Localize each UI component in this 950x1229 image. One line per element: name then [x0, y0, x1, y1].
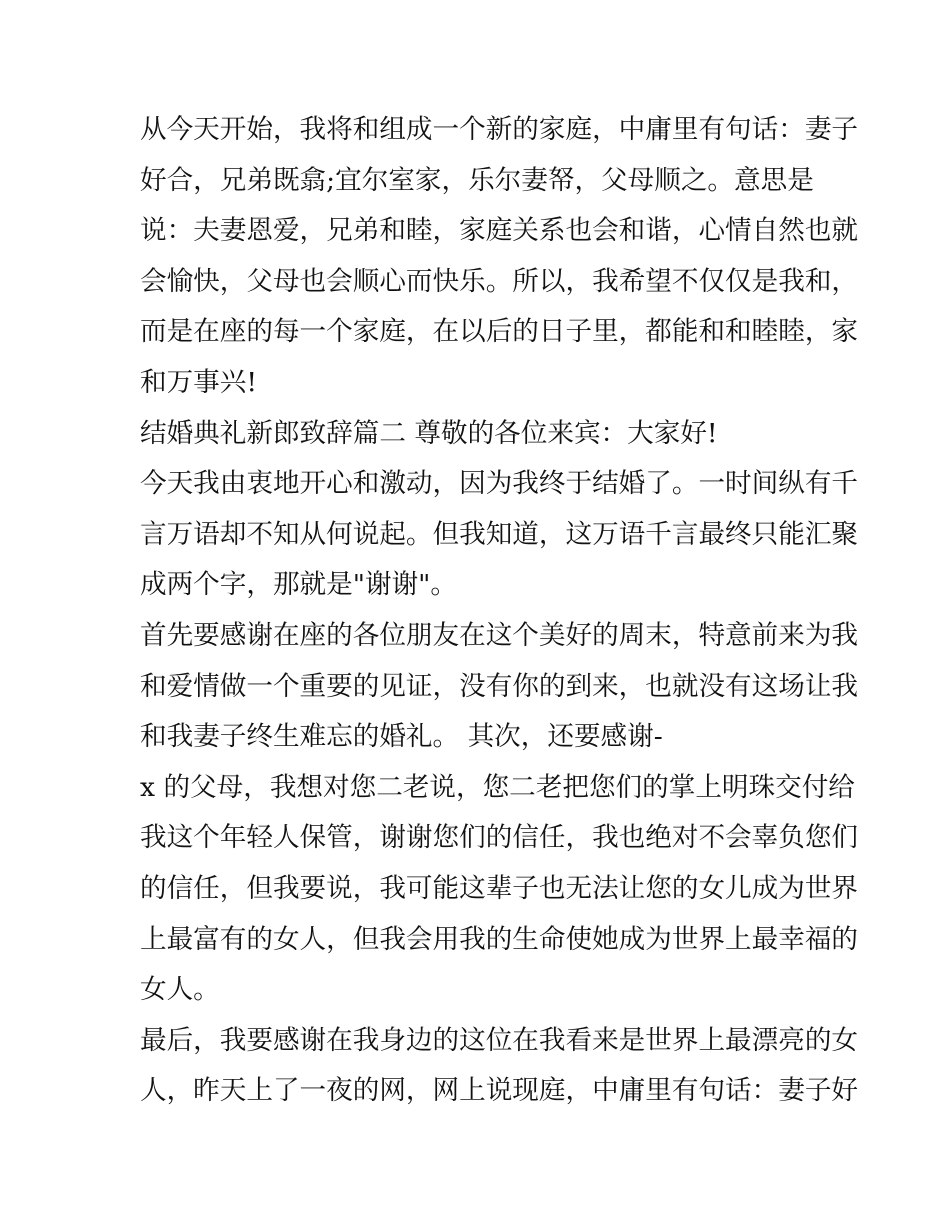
- document-body: [140, 105, 859, 1117]
- text-line: 女人。: [140, 974, 220, 1006]
- text-line: 今天我由衷地开心和激动，因为我终于结婚了。一时间纵有千: [140, 468, 859, 500]
- text-line: 和万事兴!: [140, 366, 258, 398]
- text-line: 言万语却不知从何说起。但我知道，这万语千言最终只能汇聚: [140, 518, 859, 550]
- text-line: x 的父母，我想对您二老说，您二老把您们的掌上明珠交付给: [140, 771, 855, 803]
- text-line: 和爱情做一个重要的见证，没有你的到来，也就没有这场让我: [140, 670, 859, 702]
- text-line: 上最富有的女人，但我会用我的生命使她成为世界上最幸福的: [140, 923, 859, 955]
- text-line: 会愉快，父母也会顺心而快乐。所以，我希望不仅仅是我和，: [140, 265, 859, 297]
- text-line: 成两个字，那就是"谢谢"。: [140, 569, 457, 601]
- text-line: 和我妻子终生难忘的婚礼。 其次，还要感谢-: [140, 721, 663, 753]
- text-line: 结婚典礼新郎致辞篇二 尊敬的各位来宾：大家好!: [140, 417, 718, 449]
- text-line: 好合，兄弟既翕;宜尔室家，乐尔妻帑，父母顺之。意思是: [140, 164, 814, 196]
- text-line: 从今天开始，我将和组成一个新的家庭，中庸里有句话：妻子: [140, 114, 859, 145]
- text-line: 首先要感谢在座的各位朋友在这个美好的周末，特意前来为我: [140, 619, 859, 651]
- text-line: 的信任，但我要说，我可能这辈子也无法让您的女儿成为世界: [140, 872, 859, 904]
- text-line: 我这个年轻人保管，谢谢您们的信任，我也绝对不会辜负您们: [140, 822, 859, 854]
- text-line: 说：夫妻恩爱，兄弟和睦，家庭关系也会和谐，心情自然也就: [140, 215, 859, 247]
- text-line: 而是在座的每一个家庭，在以后的日子里，都能和和睦睦，家: [140, 316, 859, 348]
- text-line: 最后，我要感谢在我身边的这位在我看来是世界上最漂亮的女: [140, 1024, 859, 1056]
- text-line: 人，昨天上了一夜的网，网上说现庭，中庸里有句话：妻子好: [140, 1075, 859, 1107]
